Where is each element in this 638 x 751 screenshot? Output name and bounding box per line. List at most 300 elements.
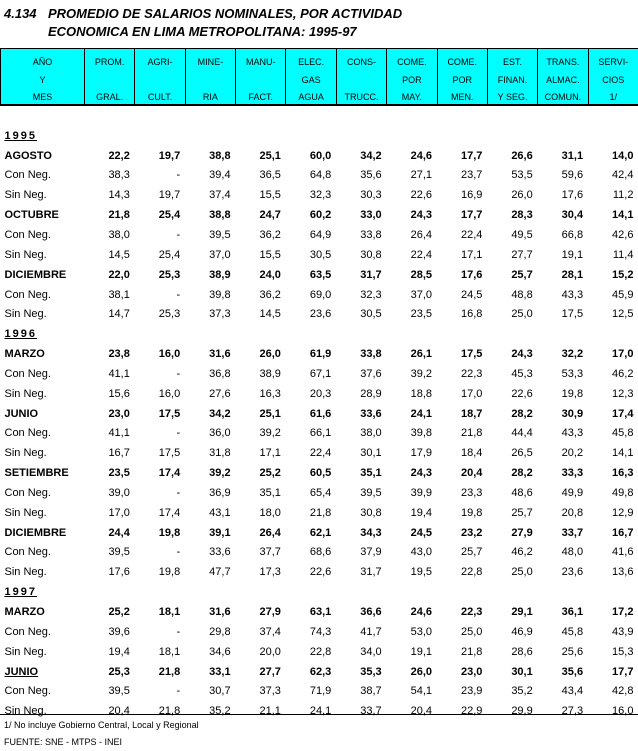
column-header-line: EST.	[503, 57, 523, 67]
table-cell: 14,7	[108, 308, 130, 321]
table-cell: 74,3	[309, 625, 332, 638]
table-cell: 32,2	[561, 348, 584, 361]
table-cell: 19,8	[561, 387, 584, 400]
table-cell: 48,6	[511, 486, 533, 499]
table-cell: 22,3	[460, 367, 483, 380]
table-cell: 17,9	[410, 447, 433, 460]
column-header-line: MES	[32, 92, 53, 102]
table-cell: 47,7	[209, 566, 231, 579]
table-cell: 68,6	[309, 546, 332, 559]
column-header	[286, 49, 336, 106]
table-cell: 38,1	[108, 288, 130, 301]
table-cell: 43,3	[561, 288, 584, 301]
table-cell: 25,6	[561, 645, 584, 658]
table-cell: 17,7	[460, 149, 483, 162]
month-label: DICIEMBRE	[4, 268, 67, 281]
table-cell: 17,6	[561, 189, 584, 202]
table-cell: 36,9	[209, 486, 231, 499]
table-cell: 65,4	[309, 486, 332, 499]
table-cell: 30,8	[360, 506, 382, 519]
sub-row	[1, 443, 638, 463]
table-cell: 32,3	[360, 288, 382, 301]
table-cell: 39,5	[108, 685, 130, 698]
table-cell: 28,1	[561, 268, 584, 281]
table-cell: 16,0	[158, 348, 181, 361]
table-cell: 20,4	[460, 467, 483, 480]
table-cell: 16,0	[612, 705, 634, 718]
table-cell: 21,8	[460, 645, 483, 658]
month-label: MARZO	[4, 606, 45, 619]
table-cell: 17,5	[561, 308, 584, 321]
table-cell: 25,2	[108, 606, 130, 619]
table-cell: 24,3	[511, 348, 533, 361]
table-cell: 43,1	[209, 506, 231, 519]
table-cell: 38,3	[108, 169, 130, 182]
table-cell: 12,9	[612, 506, 634, 519]
table-cell: 30,3	[360, 189, 382, 202]
table-cell: -	[176, 546, 181, 559]
table-cell: 35,2	[209, 705, 231, 718]
table-cell: 25,7	[511, 506, 533, 519]
table-cell: 43,0	[410, 546, 433, 559]
column-header	[135, 49, 185, 106]
column-header	[588, 49, 638, 106]
table-cell: 36,2	[259, 228, 281, 241]
table-cell: 17,6	[108, 566, 130, 579]
table-cell: 12,5	[612, 308, 634, 321]
table-cell: 39,8	[209, 288, 231, 301]
table-cell: 37,7	[259, 546, 281, 559]
table-body	[1, 105, 638, 721]
table-cell: 53,5	[511, 169, 533, 182]
table-cell: 25,3	[108, 665, 130, 678]
table-cell: 59,6	[561, 169, 584, 182]
table-cell: 24,1	[410, 407, 433, 420]
table-cell: 28,3	[511, 209, 533, 222]
table-cell: 17,1	[460, 248, 483, 261]
table-cell: 26,4	[410, 228, 433, 241]
table-cell: 22,3	[460, 606, 483, 619]
table-cell: 46,2	[612, 367, 634, 380]
table-cell: 26,4	[259, 526, 281, 539]
sub-label: Sin Neg.	[4, 387, 47, 400]
table-cell: 15,6	[108, 387, 130, 400]
column-header-line: MEN.	[450, 92, 474, 102]
month-label: OCTUBRE	[4, 209, 59, 222]
table-cell: 22,6	[410, 189, 433, 202]
table-number: 4.134	[4, 6, 37, 21]
table-cell: 37,4	[259, 625, 281, 638]
table-cell: 44,4	[511, 427, 533, 440]
sub-label: Con Neg.	[4, 625, 51, 638]
column-header-line: TRUCC.	[344, 92, 379, 102]
table-cell: 22,4	[309, 447, 332, 460]
table-cell: 33,3	[561, 467, 584, 480]
table-cell: 33,1	[209, 665, 231, 678]
table-cell: 23,6	[561, 566, 584, 579]
table-cell: 18,0	[259, 506, 281, 519]
month-row	[1, 404, 638, 424]
table-cell: 23,9	[460, 685, 483, 698]
column-header-line: CIOS	[602, 74, 625, 85]
table-cell: 38,9	[209, 268, 231, 281]
column-header	[185, 49, 235, 106]
table-cell: 30,5	[309, 248, 332, 261]
table-cell: 27,3	[561, 705, 584, 718]
sub-label: Con Neg.	[4, 427, 51, 440]
table-cell: 21,8	[309, 506, 332, 519]
table-cell: 41,1	[108, 427, 130, 440]
sub-row	[1, 543, 638, 563]
column-header	[437, 49, 487, 106]
column-header-line: MINE-	[197, 57, 224, 67]
table-cell: 22,8	[309, 645, 332, 658]
table-cell: 17,4	[612, 407, 634, 420]
table-cell: 19,8	[460, 506, 483, 519]
table-cell: 23,7	[460, 169, 483, 182]
table-cell: 27,7	[259, 665, 281, 678]
table-cell: 48,0	[561, 546, 584, 559]
sub-row	[1, 681, 638, 701]
table-cell: 42,4	[612, 169, 634, 182]
spacer-row	[1, 105, 638, 126]
table-cell: 28,2	[511, 467, 533, 480]
table-cell: 16,0	[158, 387, 181, 400]
table-cell: 35,1	[259, 486, 281, 499]
table-cell: 22,4	[410, 248, 433, 261]
table-cell: 27,9	[259, 606, 281, 619]
table-cell: 22,2	[108, 149, 130, 162]
table-cell: 37,0	[209, 248, 231, 261]
source-note: FUENTE: SNE - MTPS - INEI	[4, 737, 123, 747]
table-cell: 25,0	[511, 308, 533, 321]
table-cell: 22,8	[460, 566, 483, 579]
table-cell: 33,7	[561, 526, 584, 539]
month-row	[1, 523, 638, 543]
column-header-line: MANU-	[246, 57, 276, 67]
sub-label: Sin Neg.	[4, 248, 47, 261]
table-cell: 17,0	[612, 348, 634, 361]
table-cell: 19,7	[158, 189, 181, 202]
table-cell: 41,1	[108, 367, 130, 380]
title-line-1: PROMEDIO DE SALARIOS NOMINALES, POR ACTIVIDAD	[48, 6, 403, 21]
table-cell: 53,3	[561, 367, 584, 380]
column-header	[336, 49, 386, 106]
table-cell: 69,0	[309, 288, 332, 301]
table-cell: 11,4	[612, 248, 634, 261]
column-header-line: COMUN.	[544, 92, 582, 102]
table-cell: 26,5	[511, 447, 533, 460]
table-cell: 60,0	[309, 149, 332, 162]
table-cell: 20,4	[410, 705, 433, 718]
table-cell: 35,2	[511, 685, 533, 698]
table-cell: -	[176, 228, 181, 241]
table-cell: 31,1	[561, 149, 584, 162]
table-cell: 37,3	[209, 308, 231, 321]
column-header-line: GRAL.	[96, 92, 124, 102]
table-cell: 35,6	[360, 169, 382, 182]
table-cell: 46,2	[511, 546, 533, 559]
sub-label: Sin Neg.	[4, 506, 47, 519]
table-cell: 60,2	[309, 209, 332, 222]
table-cell: 66,1	[309, 427, 332, 440]
table-cell: 15,3	[612, 645, 634, 658]
table-cell: 33,8	[360, 348, 382, 361]
month-row	[1, 146, 638, 166]
table-cell: 17,7	[612, 665, 634, 678]
table-cell: 49,8	[612, 486, 634, 499]
column-header-line: Y SEG.	[497, 92, 528, 102]
table-cell: 17,4	[158, 467, 181, 480]
column-header-line: ALMAC.	[546, 74, 580, 85]
table-cell: 63,5	[309, 268, 332, 281]
table-cell: 18,8	[410, 387, 433, 400]
table-cell: 16,8	[460, 308, 483, 321]
table-cell: 34,6	[209, 645, 231, 658]
table-cell: 27,9	[511, 526, 533, 539]
table-cell: 37,9	[360, 546, 382, 559]
footer	[4, 717, 199, 751]
footnote: 1/ No incluye Gobierno Central, Local y Regional	[4, 720, 199, 730]
table-cell: 31,6	[209, 348, 231, 361]
table-cell: 14,1	[612, 209, 634, 222]
table-cell: 34,3	[360, 526, 382, 539]
table-cell: 45,9	[612, 288, 634, 301]
table-cell: 27,7	[511, 248, 533, 261]
column-header-line: FACT.	[248, 92, 274, 102]
column-header-line: COME.	[447, 57, 477, 67]
table-cell: 30,5	[360, 308, 382, 321]
table-cell: 39,4	[209, 169, 231, 182]
table-cell: 24,5	[410, 526, 433, 539]
month-label: SETIEMBRE	[4, 467, 69, 480]
table-cell: 23,2	[460, 526, 483, 539]
table-cell: 15,5	[259, 189, 281, 202]
table-cell: 33,6	[209, 546, 231, 559]
table-cell: 39,6	[108, 625, 130, 638]
column-header-line: RIA	[202, 92, 218, 102]
month-label: JUNIO	[4, 407, 39, 420]
table-cell: 49,9	[561, 486, 584, 499]
table-cell: 23,6	[309, 308, 332, 321]
table-cell: 34,2	[360, 149, 382, 162]
table-cell: 24,6	[410, 149, 433, 162]
sub-row	[1, 225, 638, 245]
table-cell: 25,3	[158, 268, 181, 281]
table-cell: 20,2	[561, 447, 584, 460]
table-cell: 38,8	[209, 149, 231, 162]
sub-label: Con Neg.	[4, 486, 51, 499]
table-cell: 39,2	[259, 427, 281, 440]
column-header-line: COME.	[397, 57, 427, 67]
table-cell: -	[176, 427, 181, 440]
table-cell: 26,0	[410, 665, 433, 678]
table-cell: 25,0	[460, 625, 483, 638]
table-cell: 17,7	[460, 209, 483, 222]
table-cell: 37,6	[360, 367, 382, 380]
sub-label: Con Neg.	[4, 169, 51, 182]
bottom-rule	[0, 714, 638, 715]
table-cell: 28,5	[410, 268, 433, 281]
table-cell: 19,4	[108, 645, 130, 658]
table-cell: 17,0	[108, 506, 130, 519]
table-cell: 28,9	[360, 387, 382, 400]
sub-row	[1, 483, 638, 503]
sub-label: Sin Neg.	[4, 705, 47, 718]
table-cell: 36,8	[209, 367, 231, 380]
table-cell: 20,8	[561, 506, 584, 519]
table-cell: 24,1	[309, 705, 332, 718]
table-cell: 24,3	[410, 467, 433, 480]
table-cell: 12,3	[612, 387, 634, 400]
sub-row	[1, 642, 638, 662]
month-row	[1, 662, 638, 682]
sub-row	[1, 424, 638, 444]
table-cell: 16,7	[108, 447, 130, 460]
table-cell: 49,5	[511, 228, 533, 241]
sub-row	[1, 166, 638, 186]
column-header-line: CULT.	[147, 92, 173, 102]
table-cell: -	[176, 367, 181, 380]
table-cell: 17,6	[460, 268, 483, 281]
sub-row	[1, 384, 638, 404]
sub-label: Con Neg.	[4, 367, 51, 380]
table-cell: 19,5	[410, 566, 433, 579]
table-cell: 18,1	[158, 606, 181, 619]
month-row	[1, 602, 638, 622]
table-cell: -	[176, 625, 181, 638]
column-header-line: CONS-	[346, 57, 376, 67]
table-cell: 36,2	[259, 288, 281, 301]
table-cell: 67,1	[309, 367, 332, 380]
month-row	[1, 344, 638, 364]
table-cell: 36,0	[209, 427, 231, 440]
table-cell: 18,7	[460, 407, 483, 420]
table-cell: 39,9	[410, 486, 433, 499]
table-cell: -	[176, 486, 181, 499]
table-cell: 30,1	[360, 447, 382, 460]
table-cell: 46,9	[511, 625, 533, 638]
table-cell: 17,1	[259, 447, 281, 460]
column-header-line: Y	[39, 74, 46, 85]
title-line-2: ECONOMICA EN LIMA METROPOLITANA: 1995-97	[48, 24, 357, 39]
sub-row	[1, 304, 638, 324]
table-cell: 30,9	[561, 407, 584, 420]
sub-label: Sin Neg.	[4, 189, 47, 202]
table-cell: 25,0	[511, 566, 533, 579]
table-cell: 16,3	[612, 467, 634, 480]
table-cell: 64,8	[309, 169, 332, 182]
table-cell: 26,0	[259, 348, 281, 361]
year-label: 1995	[4, 129, 37, 142]
header-row	[1, 49, 638, 106]
table-cell: 28,2	[511, 407, 533, 420]
table-cell: 19,8	[158, 526, 181, 539]
table-cell: 22,6	[309, 566, 332, 579]
column-header-line: AGUA	[298, 92, 324, 102]
table-cell: 25,4	[158, 248, 181, 261]
column-header-line: FINAN.	[497, 74, 528, 85]
table-cell: 23,3	[460, 486, 483, 499]
sub-row	[1, 503, 638, 523]
table-cell: 39,5	[360, 486, 382, 499]
table-cell: 23,5	[108, 467, 130, 480]
table-cell: 35,3	[360, 665, 382, 678]
sub-label: Sin Neg.	[4, 447, 47, 460]
table-cell: 30,7	[209, 685, 231, 698]
table-cell: 20,4	[108, 705, 130, 718]
table-cell: 54,1	[410, 685, 433, 698]
table-cell: 66,8	[561, 228, 584, 241]
table-cell: 18,4	[460, 447, 483, 460]
sub-row	[1, 364, 638, 384]
table-cell: 39,0	[108, 486, 130, 499]
month-row	[1, 265, 638, 285]
table-cell: 33,8	[360, 228, 382, 241]
table-cell: 38,9	[259, 367, 281, 380]
sub-label: Sin Neg.	[4, 566, 47, 579]
year-label: 1997	[4, 586, 37, 599]
table-cell: 35,1	[360, 467, 382, 480]
table-cell: 61,6	[309, 407, 332, 420]
table-cell: 45,8	[612, 427, 634, 440]
column-header-line: AGRI-	[147, 57, 173, 67]
table-cell: 16,9	[460, 189, 483, 202]
table-cell: 22,0	[108, 268, 130, 281]
sub-label: Con Neg.	[4, 685, 51, 698]
table-cell: 45,3	[511, 367, 533, 380]
table-cell: 64,9	[309, 228, 332, 241]
table-cell: 32,3	[309, 189, 332, 202]
column-header-line: 1/	[609, 92, 618, 102]
table-cell: 19,4	[410, 506, 433, 519]
table-cell: 24,3	[410, 209, 433, 222]
table-cell: 43,9	[612, 625, 634, 638]
table-cell: 19,1	[410, 645, 433, 658]
table-cell: 43,4	[561, 685, 584, 698]
table-cell: 24,4	[108, 526, 130, 539]
table-cell: 22,4	[460, 228, 483, 241]
table-cell: 25,7	[460, 546, 483, 559]
table-cell: 38,8	[209, 209, 231, 222]
table-cell: 29,8	[209, 625, 231, 638]
sub-label: Sin Neg.	[4, 645, 47, 658]
month-label: AGOSTO	[4, 149, 52, 162]
table-cell: 17,2	[612, 606, 634, 619]
table-cell: 42,6	[612, 228, 634, 241]
table-cell: 19,8	[158, 566, 181, 579]
year-row	[1, 126, 638, 146]
table-cell: 60,5	[309, 467, 332, 480]
table-cell: 29,1	[511, 606, 533, 619]
table-cell: 14,3	[108, 189, 130, 202]
sub-row	[1, 185, 638, 205]
table-cell: 25,7	[511, 268, 533, 281]
table-cell: 34,2	[209, 407, 231, 420]
table-cell: 19,1	[561, 248, 584, 261]
table-cell: 22,6	[511, 387, 533, 400]
sub-label: Sin Neg.	[4, 308, 47, 321]
column-header-line: MAY.	[401, 92, 422, 102]
table-cell: 48,8	[511, 288, 533, 301]
table-cell: 14,0	[612, 149, 634, 162]
table-cell: 39,5	[209, 228, 231, 241]
column-header-line: AÑO	[32, 57, 53, 67]
column-header-line: ELEC.	[298, 57, 325, 67]
table-cell: 23,5	[410, 308, 433, 321]
table-cell: 15,5	[259, 248, 281, 261]
table-cell: 39,5	[108, 546, 130, 559]
